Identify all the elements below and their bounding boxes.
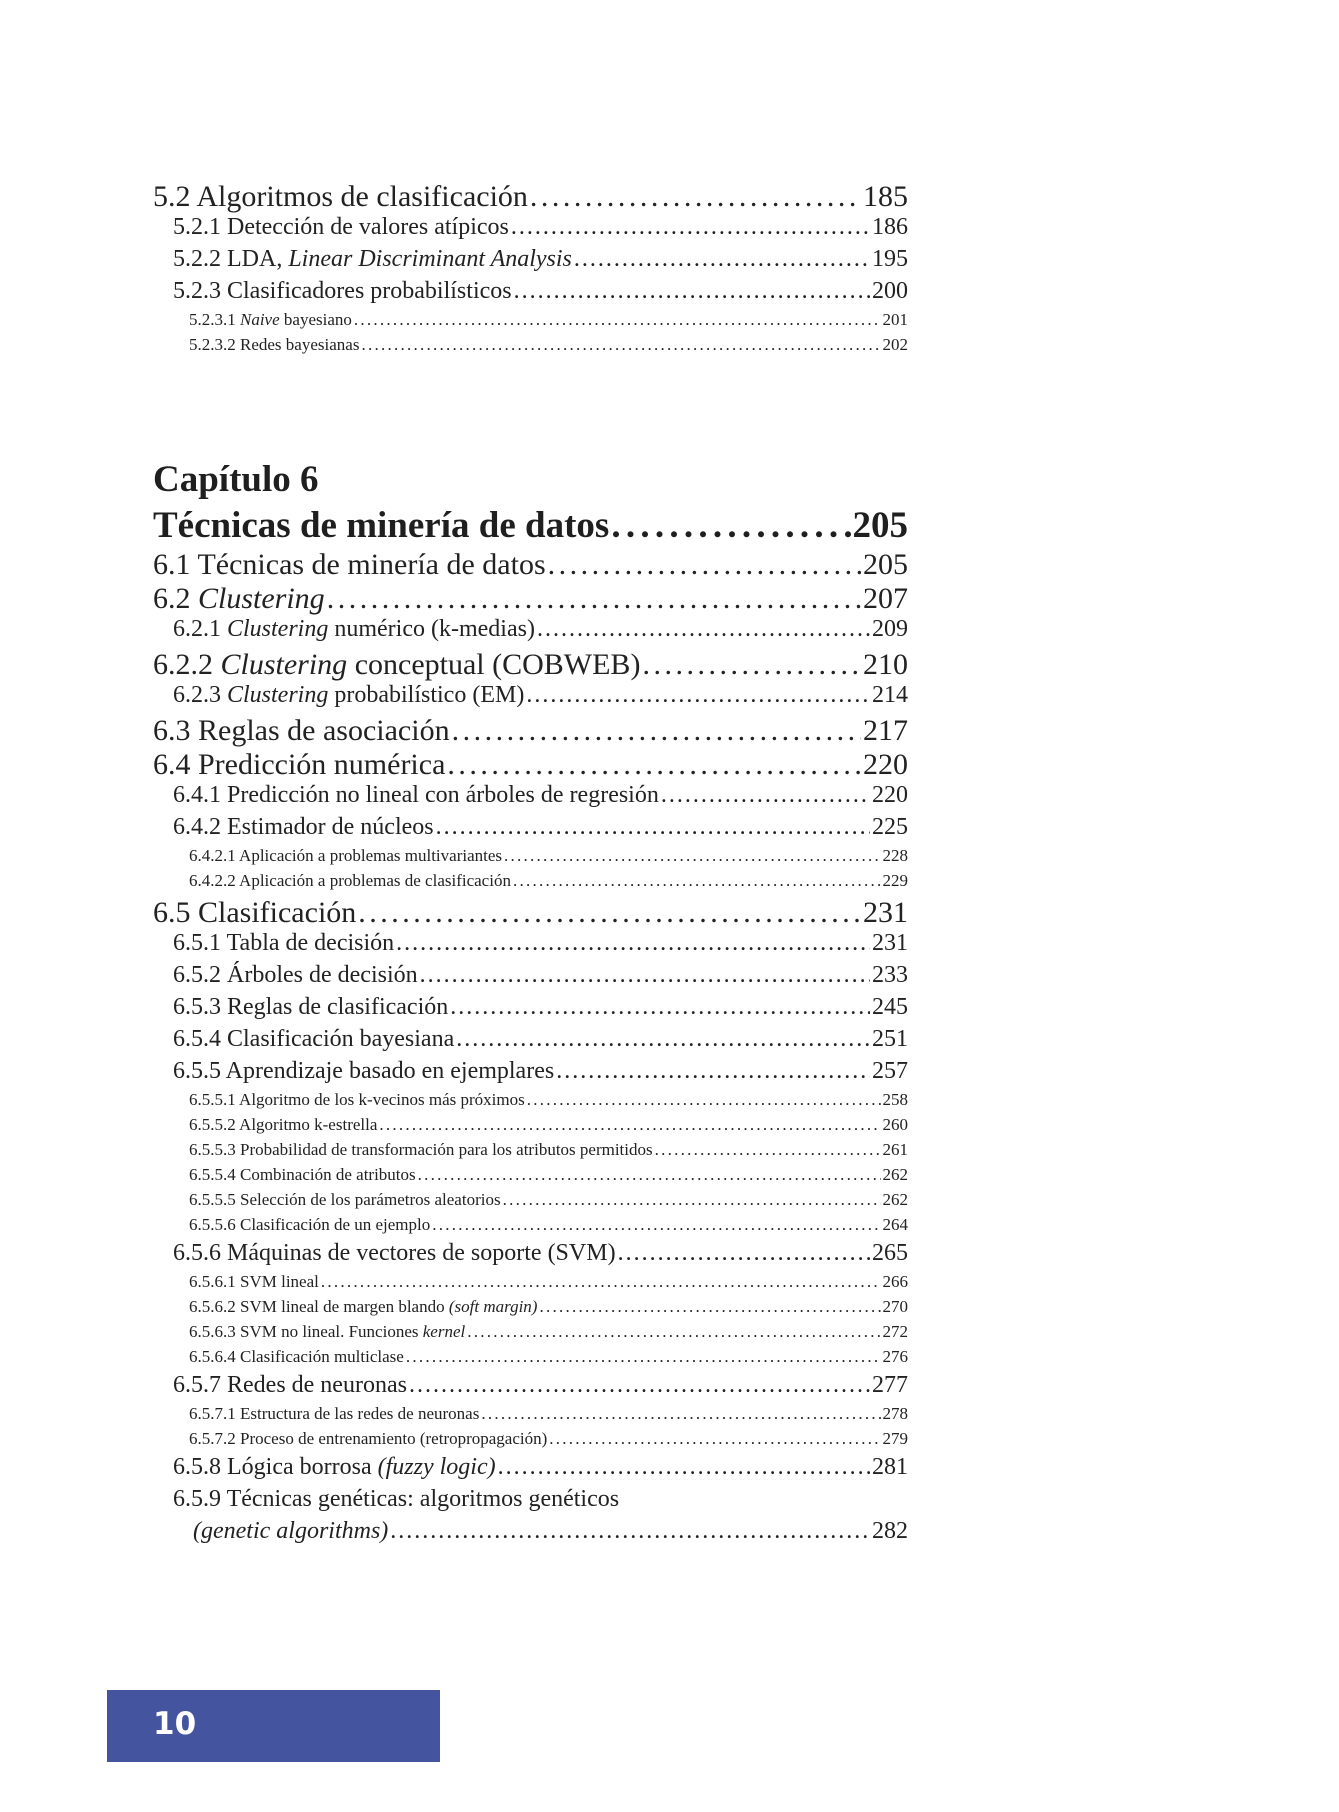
- toc-entry: 6.5.7.2 Proceso de entrenamiento (retropropagación) . . . 279: [153, 1429, 908, 1454]
- toc-entry: 6.5.6.2 SVM lineal de margen blando (soft margin) . . . 270: [153, 1297, 908, 1322]
- toc-entry: 5.2.1 Detección de valores atípicos . . . 186: [153, 214, 908, 246]
- toc-entry: 6.2 Clustering . . . 207: [153, 582, 908, 616]
- toc-entry: 6.4.2.2 Aplicación a problemas de clasificación . . . 229: [153, 871, 908, 896]
- toc-entry: 6.5.3 Reglas de clasificación . . . 245: [153, 994, 908, 1026]
- toc-entry-continuation: (genetic algorithms) . . . 282: [153, 1518, 908, 1550]
- toc-entry: 6.4.2 Estimador de núcleos . . . 225: [153, 814, 908, 846]
- toc-entry: 6.5.4 Clasificación bayesiana . . . 251: [153, 1026, 908, 1058]
- page-number: 10: [153, 1706, 197, 1742]
- toc-entry: 6.5.5.2 Algoritmo k-estrella . . . 260: [153, 1115, 908, 1140]
- toc-entry: 6.5.7.1 Estructura de las redes de neuronas . . . 278: [153, 1404, 908, 1429]
- toc-entry: 6.5.9 Técnicas genéticas: algoritmos genéticos: [173, 1486, 620, 1512]
- toc-entry: 6.5.6.1 SVM lineal . . . 266: [153, 1272, 908, 1297]
- toc-entry: 6.5.5.3 Probabilidad de transformación para los atributos permitidos . . . 261: [153, 1140, 908, 1165]
- toc-entry: 6.5.6.4 Clasificación multiclase . . . 276: [153, 1347, 908, 1372]
- toc-entry: 6.5.5 Aprendizaje basado en ejemplares . . . 257: [153, 1058, 908, 1090]
- toc-entry: 6.2.2 Clustering conceptual (COBWEB) . . . 210: [153, 648, 908, 682]
- toc-entry: 5.2.3 Clasificadores probabilísticos . . . 200: [153, 278, 908, 310]
- toc-entry: 6.3 Reglas de asociación . . . 217: [153, 714, 908, 748]
- toc-entry: 6.5.5.4 Combinación de atributos . . . 262: [153, 1165, 908, 1190]
- toc-entry: 6.5.1 Tabla de decisión . . . 231: [153, 930, 908, 962]
- toc-entry: 6.2.1 Clustering numérico (k-medias) . . . 209: [153, 616, 908, 648]
- toc-chapter-6: [153, 458, 908, 1550]
- toc-entry: 6.5.5.6 Clasificación de un ejemplo . . . 264: [153, 1215, 908, 1240]
- toc-entry: 6.5.8 Lógica borrosa (fuzzy logic) . . . 281: [153, 1454, 908, 1486]
- chapter-heading: Capítulo 6: [153, 459, 319, 500]
- toc-entry: 6.4 Predicción numérica . . . 220: [153, 748, 908, 782]
- toc-entry: 5.2.2 LDA, Linear Discriminant Analysis . . . 195: [153, 246, 908, 278]
- toc-entry: 6.5 Clasificación . . . 231: [153, 896, 908, 930]
- toc-entry: 6.5.5.1 Algoritmo de los k-vecinos más próximos . . . 258: [153, 1090, 908, 1115]
- toc-entry: 5.2.3.2 Redes bayesianas . . . 202: [153, 335, 908, 360]
- toc-entry: 6.4.2.1 Aplicación a problemas multivariantes . . . 228: [153, 846, 908, 871]
- chapter-title-entry: Técnicas de minería de datos . . . 205: [153, 504, 908, 548]
- toc-entry: 6.5.5.5 Selección de los parámetros aleatorios . . . 262: [153, 1190, 908, 1215]
- toc-entry: 6.2.3 Clustering probabilístico (EM) . . . 214: [153, 682, 908, 714]
- toc-entry: 6.5.6 Máquinas de vectores de soporte (SVM) . . . 265: [153, 1240, 908, 1272]
- toc-entry: 5.2 Algoritmos de clasificación . . . 185: [153, 180, 908, 214]
- toc-entry: 5.2.3.1 Naive bayesiano . . . 201: [153, 310, 908, 335]
- toc-section-5-2: [153, 180, 908, 360]
- toc-entry: 6.5.2 Árboles de decisión . . . 233: [153, 962, 908, 994]
- toc-entry: 6.5.6.3 SVM no lineal. Funciones kernel . . . 272: [153, 1322, 908, 1347]
- toc-entry: 6.1 Técnicas de minería de datos . . . 205: [153, 548, 908, 582]
- toc-entry: 6.4.1 Predicción no lineal con árboles de regresión . . . 220: [153, 782, 908, 814]
- toc-entry: 6.5.7 Redes de neuronas . . . 277: [153, 1372, 908, 1404]
